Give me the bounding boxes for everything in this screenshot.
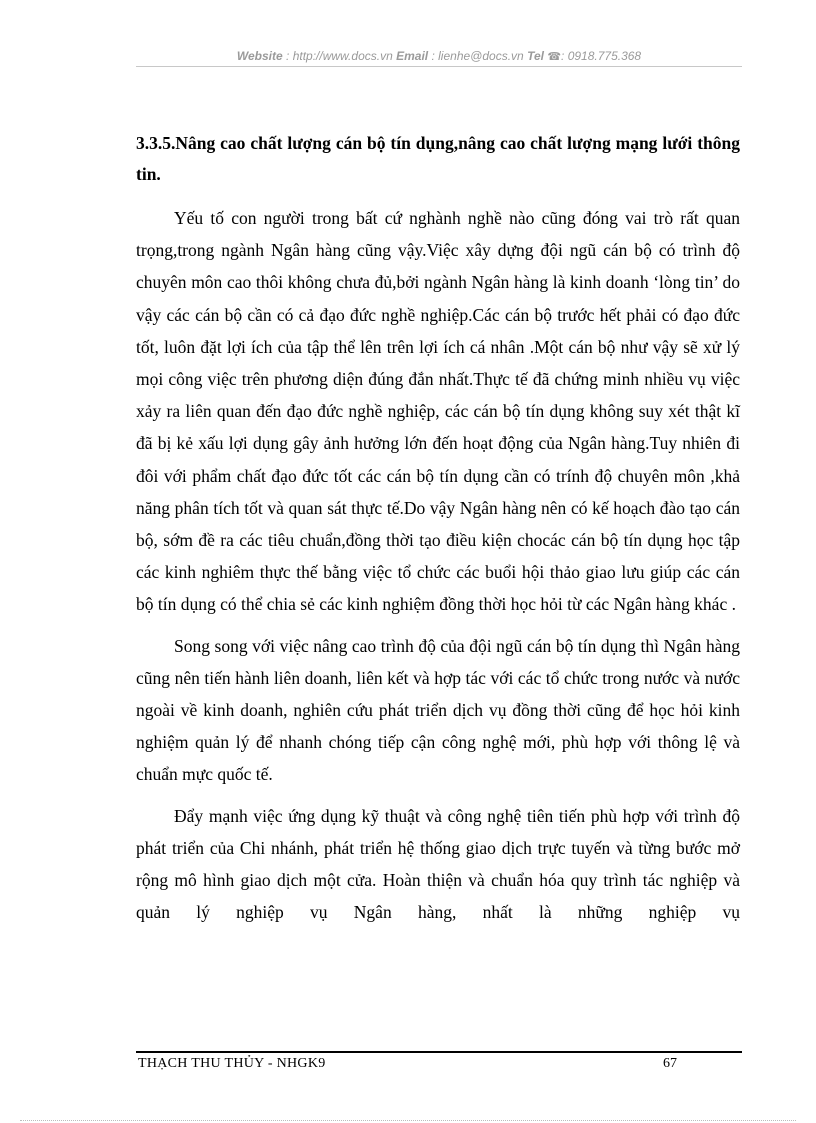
footer-rule bbox=[136, 1051, 742, 1053]
email-label: Email bbox=[396, 49, 429, 63]
paragraph-3: Đẩy mạnh việc ứng dụng kỹ thuật và công nghệ tiên tiến phù hợp với trình độ phát triển của Chi nhánh, phát triển hệ thống giao dịch trực tuyến và từng bước mở rộng mô hình giao dịch một cửa. Hoàn thiện và chuẩn hóa quy trình tác nghiệp và quản lý nghiệp vụ Ngân hàng, nhất là những nghiệp vụ bbox=[136, 805, 740, 923]
header-colon: : bbox=[431, 49, 435, 63]
page-bottom-divider bbox=[20, 1120, 796, 1121]
header-colon: : bbox=[561, 49, 565, 63]
paragraph-1: Yếu tố con người trong bất cứ nghành nghề nào cũng đóng vai trò rất quan trọng,trong ngành Ngân hàng cũng vậy.Việc xây dựng đội ngũ cán bộ có trình độ chuyên môn cao thôi không chưa đủ,bởi ngành Ngân hàng là kinh doanh ‘lòng tin’ do vậy các cán bộ cần có cả đạo đức nghề nghiệp.Các cán bộ trước hết phải có đạo đức tốt, luôn đặt lợi ích của tập thể lên trên lợi ích cá nhân .Một cán bộ như vậy sẽ xử lý mọi công việc trên phương diện đúng đắn nhất.Thực tế đã chứng minh nhiều vụ việc xảy ra liên quan đến đạo đức nghề nghiệp, các cán bộ tín dụng không suy xét thật kĩ đã bị kẻ xấu lợi dụng gây ảnh hưởng lớn đến hoạt động của Ngân hàng.Tuy nhiên đi đôi với phẩm chất đạo đức tốt các cán bộ tín dụng cần có trính độ chuyên môn ,khả năng phân tích tốt và quan sát thực tế.Do vậy Ngân hàng nên có kế hoạch đào tạo cán bộ, sớm đề ra các tiêu chuẩn,đồng thời tạo điều kiện chocác cán bộ tín dụng học tập các kinh nghiêm thực thế bằng việc tổ chức các buổi hội thảo giao lưu giúp các cán bộ tín dụng có thể chia sẻ các kinh nghiệm đồng thời học hỏi từ các Ngân hàng khác . bbox=[136, 208, 740, 615]
paragraph-2: Song song với việc nâng cao trình độ của đội ngũ cán bộ tín dụng thì Ngân hàng cũng nên tiến hành liên doanh, liên kết và hợp tác với các tổ chức trong nước và nước ngoài về kinh doanh, nghiên cứu phát triển dịch vụ đồng thời cũng để học hỏi kinh nghiệm quản lý để nhanh chóng tiếp cận công nghệ mới, phù hợp với thông lệ và chuẩn mực quốc tế. bbox=[136, 635, 740, 785]
header-colon: : bbox=[286, 49, 290, 63]
document-body bbox=[136, 128, 740, 928]
phone-icon: ☎ bbox=[547, 51, 562, 63]
page-number: 67 bbox=[663, 1056, 677, 1071]
email-link[interactable]: lienhe@docs.vn bbox=[438, 49, 524, 63]
website-label: Website bbox=[236, 49, 283, 63]
footer-author: THẠCH THU THỦY - NHGK9 bbox=[138, 1056, 326, 1071]
section-heading: 3.3.5.Nâng cao chất lượng cán bộ tín dụng,nâng cao chất lượng mạng lưới thông tin. bbox=[136, 133, 740, 184]
tel-value: 0918.775.368 bbox=[567, 49, 642, 63]
page-header bbox=[136, 46, 742, 67]
website-link[interactable]: http://www.docs.vn bbox=[292, 49, 393, 63]
tel-label: Tel bbox=[527, 49, 544, 63]
